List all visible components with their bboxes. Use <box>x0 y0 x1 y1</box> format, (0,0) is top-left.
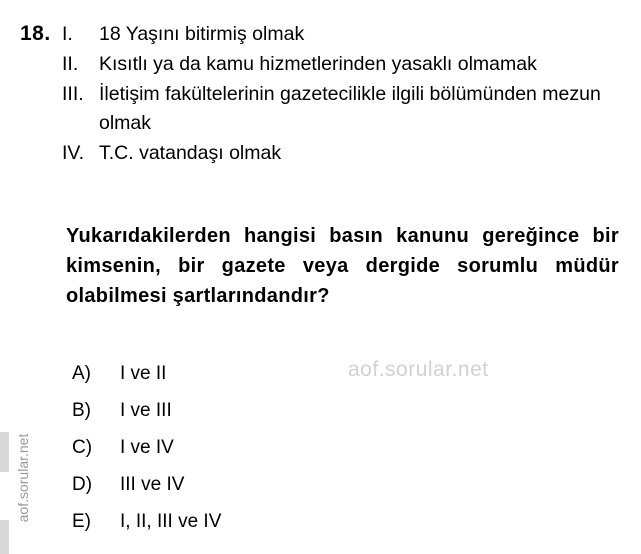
option-text: III ve IV <box>120 474 185 495</box>
statement-text: İletişim fakültelerinin gazetecilikle ilgili bölümünden mezun olmak <box>99 83 601 134</box>
list-item <box>62 139 622 168</box>
option-text: I ve II <box>120 363 167 384</box>
page-edge-marker <box>0 432 9 472</box>
option-label: D) <box>72 474 93 495</box>
option-label: A) <box>72 363 91 384</box>
option-c[interactable] <box>72 434 572 461</box>
statement-numeral: III. <box>62 83 84 105</box>
statement-text: Kısıtlı ya da kamu hizmetlerinden yasaklı olmamak <box>99 53 537 75</box>
option-b[interactable] <box>72 397 572 424</box>
statement-numeral: II. <box>62 53 79 75</box>
option-label: E) <box>72 511 91 532</box>
list-item <box>62 50 622 79</box>
option-label: B) <box>72 400 91 421</box>
statement-text: T.C. vatandaşı olmak <box>99 142 282 164</box>
option-text: I ve III <box>120 400 172 421</box>
option-text: I ve IV <box>120 437 174 458</box>
option-label: C) <box>72 437 93 458</box>
statement-numeral: I. <box>62 23 73 45</box>
statement-numeral: IV. <box>62 142 85 164</box>
answer-options <box>72 360 572 545</box>
list-item <box>62 80 622 138</box>
watermark-side: aof.sorular.net <box>15 433 31 523</box>
statement-list <box>62 20 622 169</box>
statement-text: 18 Yaşını bitirmiş olmak <box>99 23 305 45</box>
option-e[interactable] <box>72 508 572 535</box>
page-edge-marker <box>0 520 9 554</box>
list-item <box>62 20 622 49</box>
watermark-center: aof.sorular.net <box>348 358 489 381</box>
option-text: I, II, III ve IV <box>120 511 222 532</box>
question-prompt: Yukarıdakilerden hangisi basın kanunu gereğince bir kimsenin, bir gazete veya dergide sorumlu müdür olabilmesi şartlarındandır? <box>66 225 619 307</box>
option-d[interactable] <box>72 471 572 498</box>
question-number: 18. <box>20 22 51 45</box>
option-a[interactable] <box>72 360 572 387</box>
